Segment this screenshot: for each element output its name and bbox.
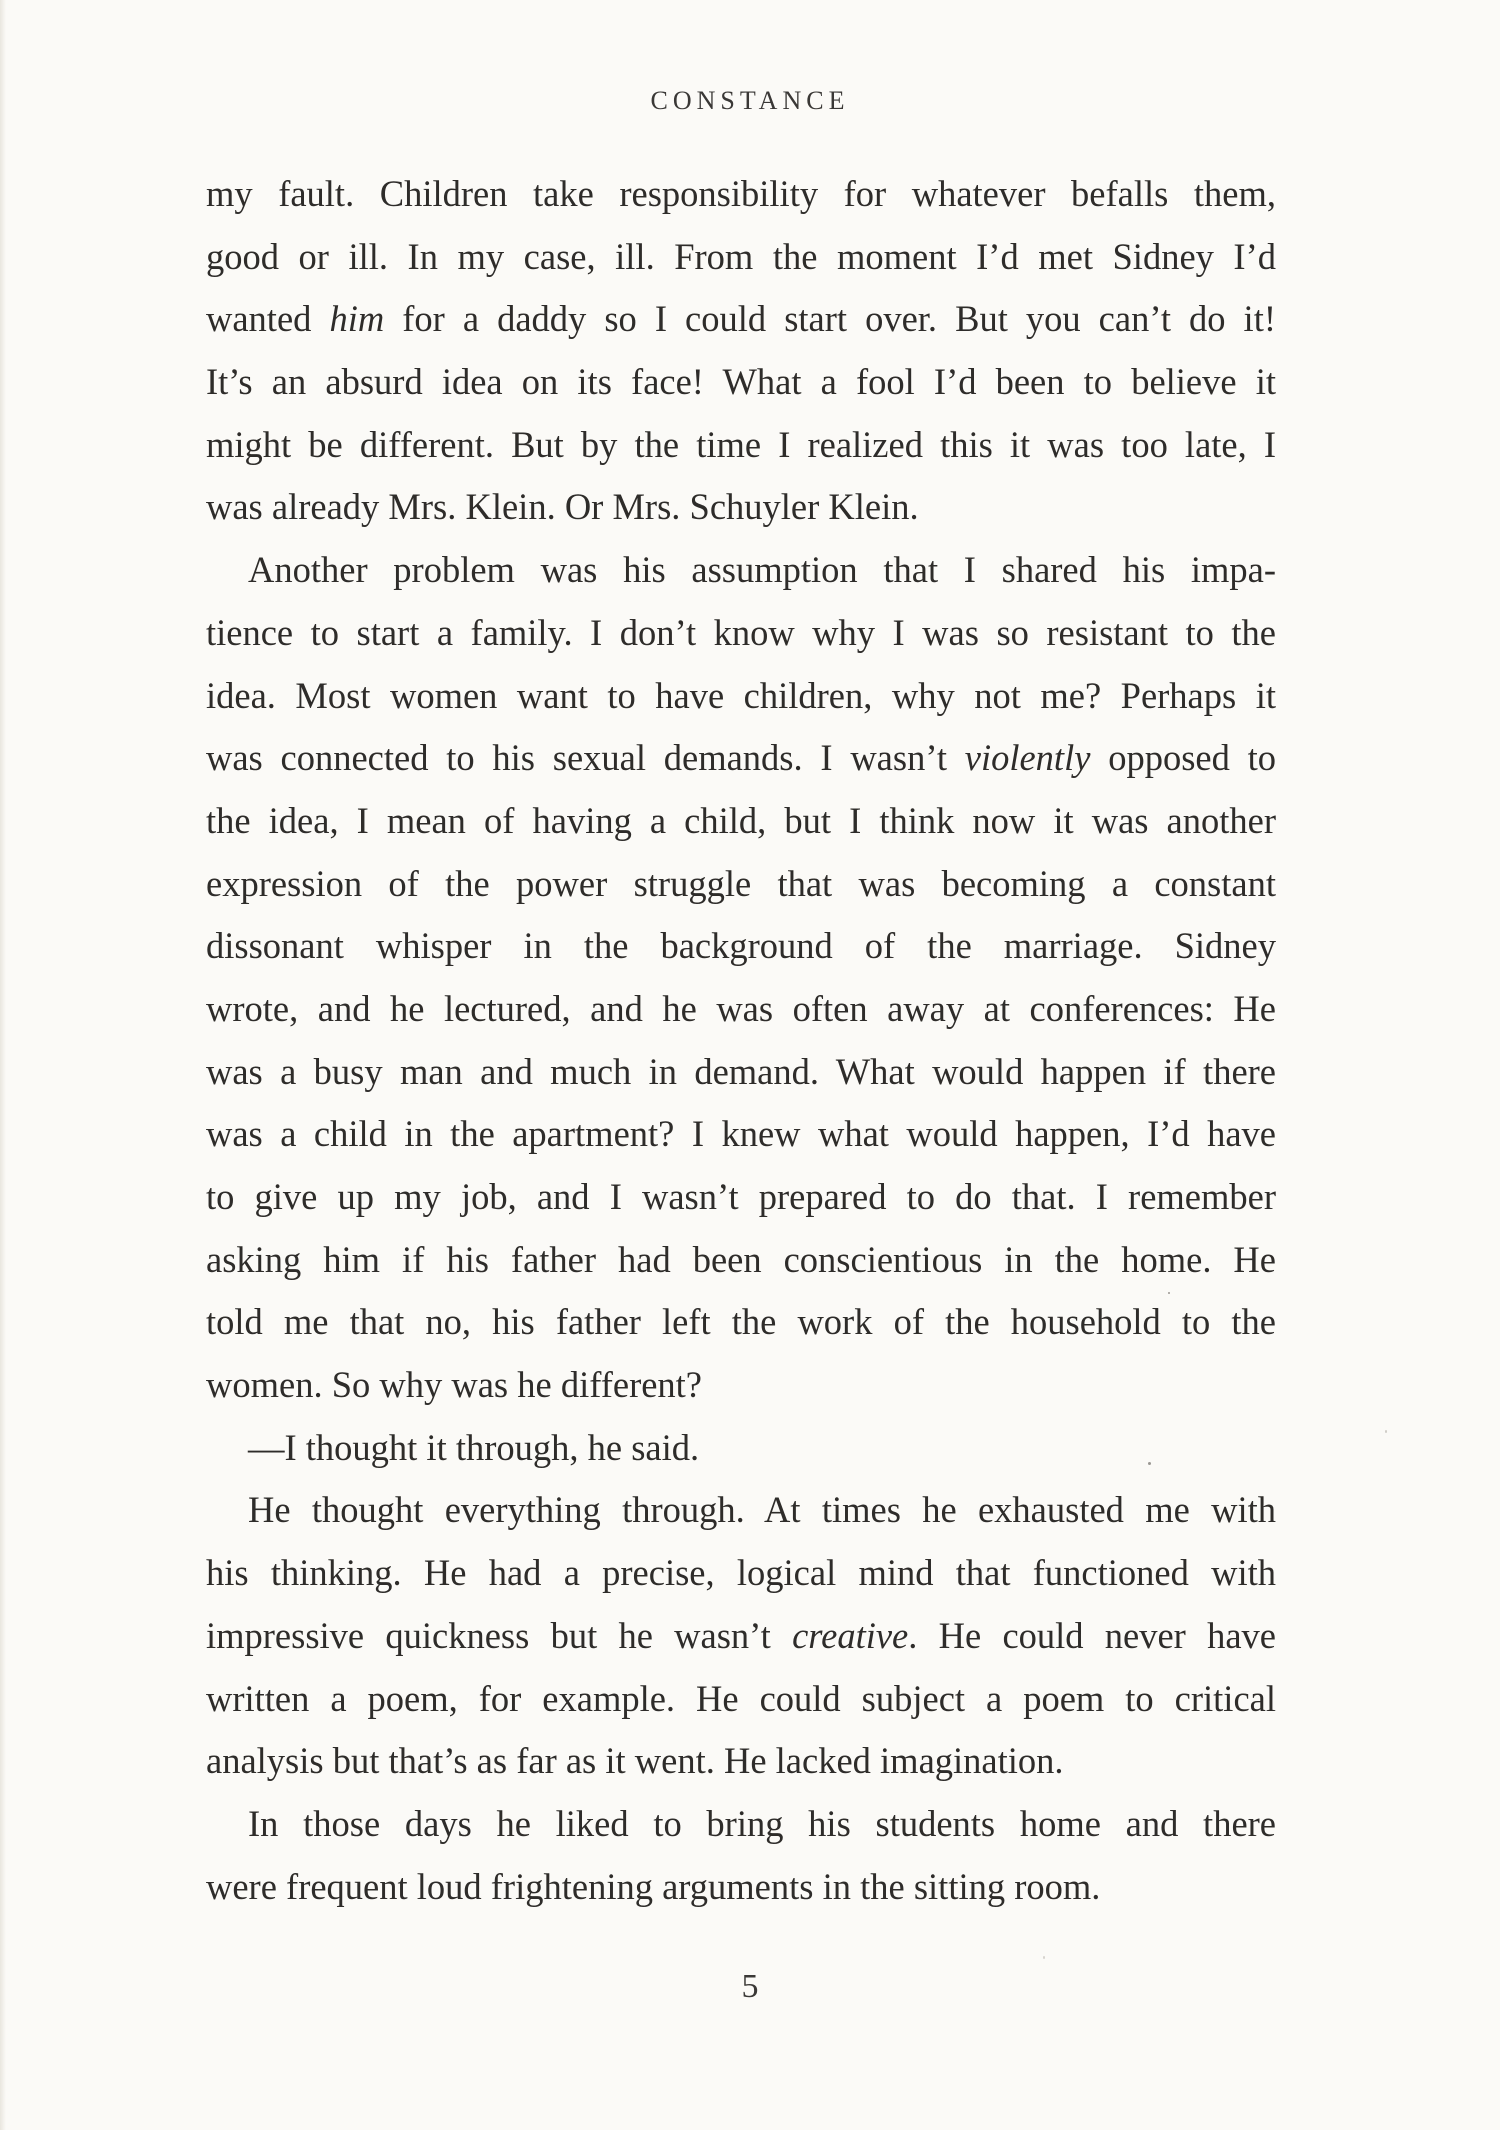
text-line: wrote, and he lectured, and he was often away at conferences: He (206, 987, 1276, 1029)
text-line: women. So why was he different? (206, 1364, 703, 1406)
text-line: might be different. But by the time I realized this it was too late, I (206, 423, 1276, 465)
text-line: was connected to his sexual demands. I wasn’t violently opposed to (206, 737, 1276, 779)
text-line: He thought everything through. At times he exhausted me with (248, 1489, 1276, 1531)
text-line: It’s an absurd idea on its face! What a fool I’d been to believe it (206, 361, 1276, 403)
text-line: In those days he liked to bring his students home and there (248, 1802, 1276, 1844)
text-line: wanted him for a daddy so I could start over. But you can’t do it! (206, 298, 1276, 340)
paragraph (206, 1417, 1276, 1480)
paragraph (206, 539, 1276, 1417)
paragraph (206, 163, 1276, 539)
text-line: dissonant whisper in the background of the marriage. Sidney (206, 925, 1276, 967)
text-line: expression of the power struggle that was becoming a constant (206, 862, 1276, 904)
text-line: the idea, I mean of having a child, but I think now it was another (206, 799, 1276, 841)
italic-emphasis: violently (964, 737, 1091, 779)
scan-speck (1168, 1292, 1170, 1294)
text-line: asking him if his father had been conscientious in the home. He (206, 1238, 1276, 1280)
text-line: was a child in the apartment? I knew what would happen, I’d have (206, 1113, 1276, 1155)
italic-emphasis: creative (792, 1614, 909, 1656)
text-line: my fault. Children take responsibility for whatever befalls them, (206, 173, 1276, 214)
text-line: was already Mrs. Klein. Or Mrs. Schuyler Klein. (206, 486, 919, 528)
text-line: his thinking. He had a precise, logical mind that functioned with (206, 1552, 1276, 1594)
scan-speck (1148, 1462, 1151, 1465)
italic-emphasis: him (329, 298, 385, 340)
paragraph (206, 1793, 1276, 1918)
text-line: was a busy man and much in demand. What would happen if there (206, 1050, 1276, 1092)
text-line: tience to start a family. I don’t know why I was so resistant to the (206, 611, 1276, 653)
text-line: written a poem, for example. He could subject a poem to critical (206, 1677, 1276, 1719)
text-line: were frequent loud frightening arguments in the sitting room. (206, 1865, 1101, 1907)
page-edge-shadow (0, 0, 6, 2130)
text-line: good or ill. In my case, ill. From the moment I’d met Sidney I’d (206, 235, 1276, 277)
text-line: idea. Most women want to have children, why not me? Perhaps it (206, 674, 1276, 716)
running-head: CONSTANCE (650, 86, 850, 115)
text-line: to give up my job, and I wasn’t prepared to do that. I remember (206, 1176, 1276, 1217)
page-number: 5 (741, 1968, 759, 2005)
paragraph (206, 1479, 1276, 1792)
scan-speck (1043, 1956, 1045, 1959)
scan-speck (1385, 1430, 1387, 1433)
text-line: impressive quickness but he wasn’t creative. He could never have (206, 1614, 1276, 1656)
body-text (206, 163, 1276, 1918)
text-line: analysis but that’s as far as it went. He lacked imagination. (206, 1740, 1064, 1782)
text-line: —I thought it through, he said. (248, 1426, 700, 1468)
text-line: Another problem was his assumption that I shared his impa- (248, 549, 1276, 591)
text-line: told me that no, his father left the work of the household to the (206, 1301, 1276, 1343)
